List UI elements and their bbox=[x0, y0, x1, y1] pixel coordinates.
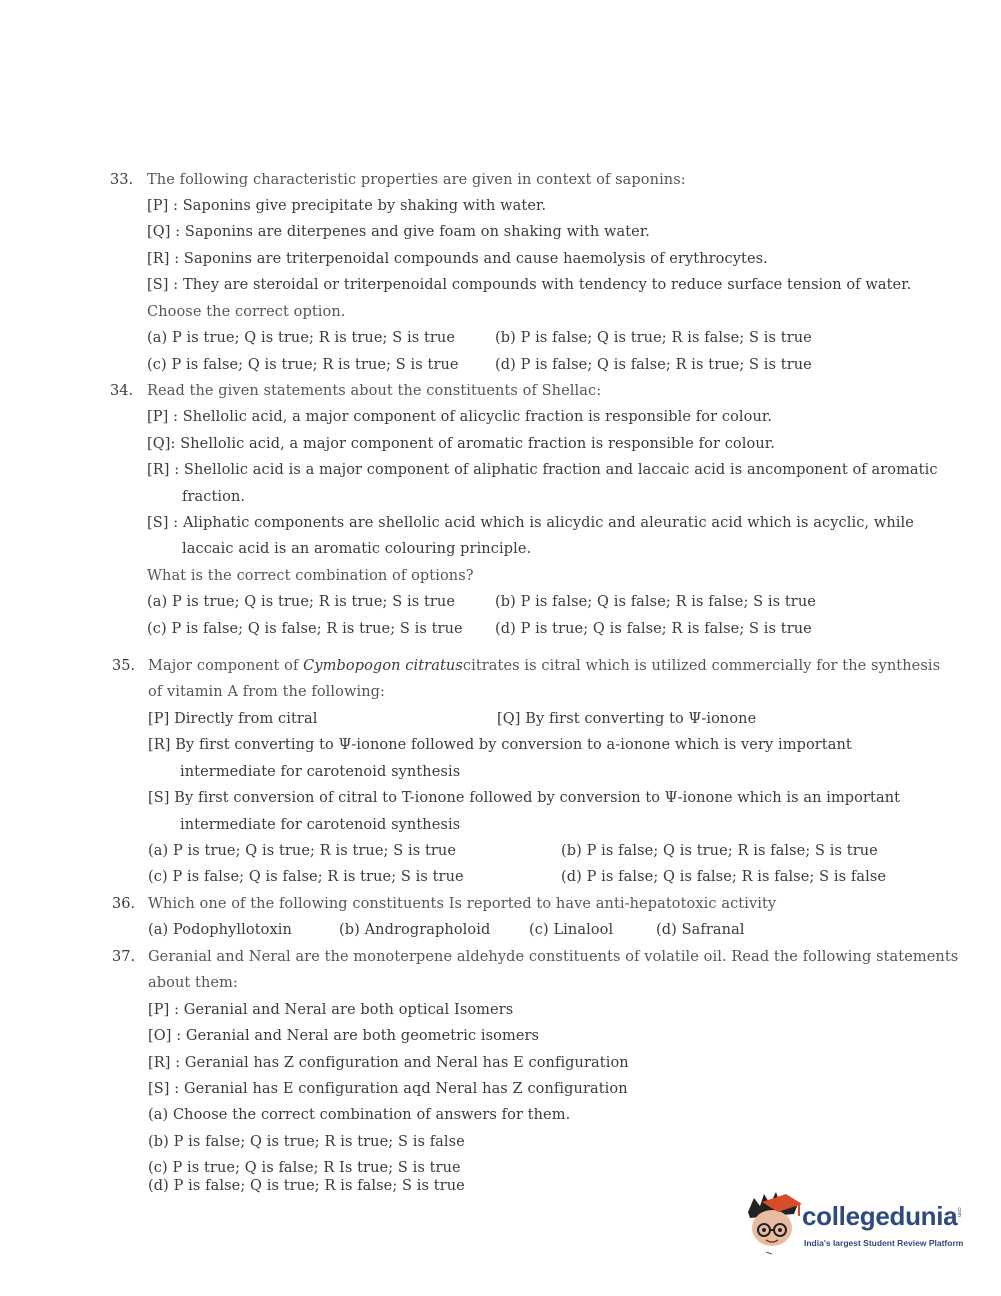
question-33-statement-p: [P] : Saponins give precipitate by shaking with water. bbox=[147, 198, 547, 214]
question-34-stem: Read the given statements about the constituents of Shellac: bbox=[147, 383, 602, 399]
question-37-stem: Geranial and Neral are the monoterpene aldehyde constituents of volatile oil. Read the following statements bbox=[148, 949, 959, 965]
question-33-statement-r: [R] : Saponins are triterpenoidal compounds and cause haemolysis of erythrocytes. bbox=[147, 251, 768, 267]
question-35-number: 35. bbox=[112, 658, 136, 674]
question-37-option-d-clipped bbox=[148, 1178, 465, 1194]
question-34-option-c: (c) P is false; Q is false; R is true; S is true bbox=[147, 621, 463, 637]
question-34-statement-p: [P] : Shellolic acid, a major component of alicyclic fraction is responsible for colour. bbox=[147, 409, 773, 425]
question-35-stem-cont: of vitamin A from the following: bbox=[148, 684, 386, 700]
question-33-option-c: (c) P is false; Q is true; R is true; S is true bbox=[147, 357, 459, 373]
question-35-statement-s-cont: intermediate for carotenoid synthesis bbox=[180, 817, 461, 833]
question-35-statement-q: [Q] By first converting to Ψ-ionone bbox=[497, 711, 757, 727]
question-35-option-c: (c) P is false; Q is false; R is true; S is true bbox=[148, 869, 464, 885]
question-37-option-c: (c) P is true; Q is false; R Is true; S is true bbox=[148, 1160, 461, 1176]
question-35-option-d: (d) P is false; Q is false; R is false; S is false bbox=[561, 869, 887, 885]
collegedunia-logo bbox=[742, 1190, 972, 1260]
question-35-statement-r: [R] By first converting to Ψ-ionone followed by conversion to a-ionone which is very important bbox=[148, 737, 852, 753]
question-36-number: 36. bbox=[112, 896, 136, 912]
question-33-prompt: Choose the correct option. bbox=[147, 304, 346, 320]
question-37-stem-cont: about them: bbox=[148, 975, 238, 991]
question-33-option-d: (d) P is false; Q is false; R is true; S is true bbox=[495, 357, 812, 373]
question-37-option-a: (a) Choose the correct combination of answers for them. bbox=[148, 1107, 571, 1123]
question-34-statement-q: [Q]: Shellolic acid, a major component of aromatic fraction is responsible for colour. bbox=[147, 436, 775, 452]
question-33-option-b: (b) P is false; Q is true; R is false; S is true bbox=[495, 330, 812, 346]
question-36-option-b: (b) Andrographoloid bbox=[339, 922, 491, 938]
question-35-option-b: (b) P is false; Q is true; R is false; S is true bbox=[561, 843, 878, 859]
question-37-option-d: (d) P is false; Q is true; R is false; S is true bbox=[148, 1178, 465, 1194]
question-35-statement-p: [P] Directly from citral bbox=[148, 711, 318, 727]
question-36-option-c: (c) Linalool bbox=[529, 922, 614, 938]
question-33-option-a: (a) P is true; Q is true; R is true; S is true bbox=[147, 330, 456, 346]
question-33-statement-s: [S] : They are steroidal or triterpenoidal compounds with tendency to reduce surface tension of water. bbox=[147, 277, 912, 293]
question-37-statement-s: [S] : Geranial has E configuration aqd Neral has Z configuration bbox=[148, 1081, 628, 1097]
question-34-option-a: (a) P is true; Q is true; R is true; S is true bbox=[147, 594, 456, 610]
question-37-statement-o: [O] : Geranial and Neral are both geometric isomers bbox=[148, 1028, 540, 1044]
question-35-stem-species: Cymbopogon citratus bbox=[303, 658, 463, 674]
question-35-option-a: (a) P is true; Q is true; R is true; S is true bbox=[148, 843, 457, 859]
question-34-statement-r-cont: fraction. bbox=[182, 489, 246, 505]
question-37-statement-p: [P] : Geranial and Neral are both optical Isomers bbox=[148, 1002, 514, 1018]
question-37-option-b: (b) P is false; Q is true; R is true; S is false bbox=[148, 1134, 465, 1150]
brand-tagline: India's largest Student Review Platform bbox=[804, 1238, 964, 1248]
mascot-icon bbox=[742, 1190, 804, 1260]
question-35-stem-post: citrates is citral which is utilized commercially for the synthesis bbox=[462, 658, 941, 674]
brand-domain: .com bbox=[956, 1206, 962, 1217]
question-34-statement-s: [S] : Aliphatic components are shellolic acid which is alicydic and aleuratic acid which is acyclic, while bbox=[147, 515, 914, 531]
question-34-option-b: (b) P is false; Q is false; R is false; S is true bbox=[495, 594, 816, 610]
question-35-statement-s: [S] By first conversion of citral to T-ionone followed by conversion to Ψ-ionone which is an important bbox=[148, 790, 901, 806]
question-34-statement-s-cont: laccaic acid is an aromatic colouring principle. bbox=[182, 541, 532, 557]
question-36-option-a: (a) Podophyllotoxin bbox=[148, 922, 292, 938]
brand-name: collegedunia bbox=[802, 1201, 958, 1231]
question-33-stem: The following characteristic properties are given in context of saponins: bbox=[147, 172, 686, 188]
question-34-option-d: (d) P is true; Q is false; R is false; S is true bbox=[495, 621, 812, 637]
question-37-statement-r: [R] : Geranial has Z configuration and Neral has E configuration bbox=[148, 1055, 629, 1071]
question-35-stem-pre: Major component of bbox=[148, 658, 304, 674]
question-37-number: 37. bbox=[112, 949, 136, 965]
question-36-option-d: (d) Safranal bbox=[656, 922, 745, 938]
question-36-stem: Which one of the following constituents Is reported to have anti-hepatotoxic activity bbox=[148, 896, 777, 912]
question-34-statement-r: [R] : Shellolic acid is a major component of aliphatic fraction and laccaic acid is ancomponent of aromatic bbox=[147, 462, 938, 478]
question-35-stem bbox=[148, 656, 940, 676]
question-34-number: 34. bbox=[110, 383, 134, 399]
question-33-statement-q: [Q] : Saponins are diterpenes and give foam on shaking with water. bbox=[147, 224, 650, 240]
question-34-prompt: What is the correct combination of options? bbox=[147, 568, 474, 584]
question-35-statement-r-cont: intermediate for carotenoid synthesis bbox=[180, 764, 461, 780]
question-33-number: 33. bbox=[110, 172, 134, 188]
